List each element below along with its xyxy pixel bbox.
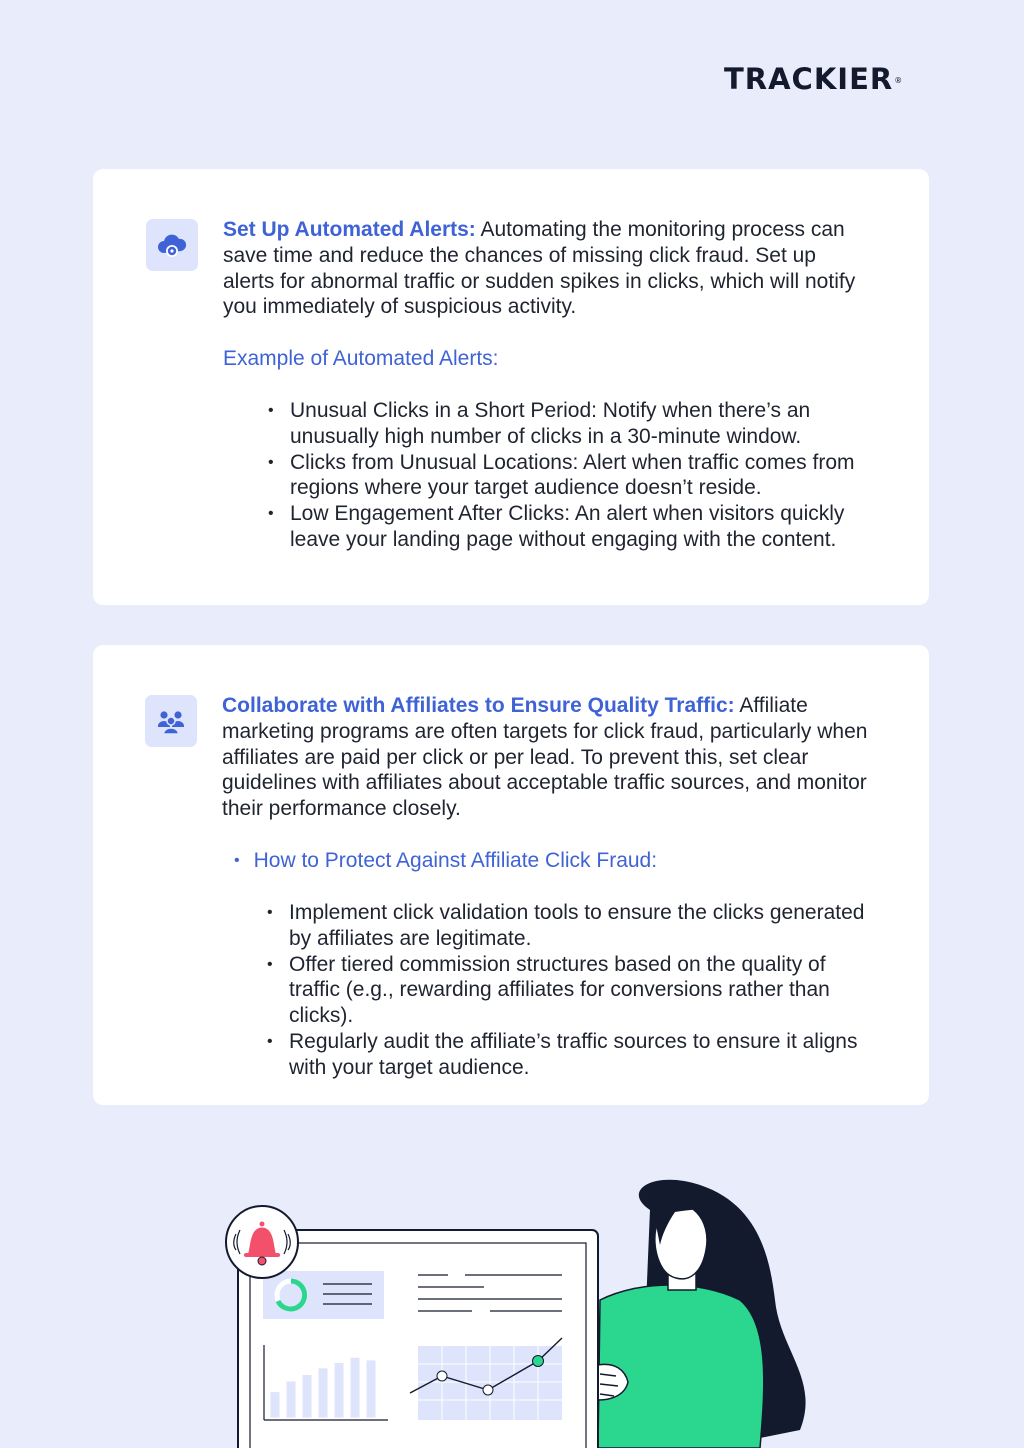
automated-alerts-subheading: Example of Automated Alerts:	[223, 347, 499, 370]
bar-mark	[334, 1363, 344, 1418]
automated-alerts-card	[93, 169, 929, 605]
bar-mark	[350, 1357, 360, 1418]
dashboard-illustration	[0, 1150, 1024, 1448]
list-item: • Offer tiered commission structures based on the quality of traffic (e.g., rewarding affiliates for conversions rather than clicks).	[267, 952, 867, 1029]
trackier-logo: TRACKIER®	[724, 62, 904, 96]
affiliate-collaboration-paragraph: Collaborate with Affiliates to Ensure Quality Traffic: Affiliate marketing programs are often targets for click fraud, particularly when affiliates are paid per click or per lead. To prevent this, set clear guidelines with affiliates about acceptable traffic sources, and monitor their performance closely.	[222, 694, 868, 821]
bar-mark	[318, 1368, 328, 1418]
bar-mark	[302, 1374, 312, 1418]
affiliate-protection-subheading: • How to Protect Against Affiliate Click Fraud:	[234, 848, 657, 876]
affiliate-protection-list	[267, 900, 867, 1081]
automated-alerts-list	[268, 398, 868, 553]
list-item: • Clicks from Unusual Locations: Alert when traffic comes from regions where your target audience doesn’t reside.	[268, 450, 868, 502]
affiliate-collaboration-card	[93, 645, 929, 1105]
list-item: • Regularly audit the affiliate’s traffic sources to ensure it aligns with your target audience.	[267, 1029, 867, 1081]
user-group-icon	[145, 695, 197, 747]
list-item: • Unusual Clicks in a Short Period: Notify when there’s an unusually high number of clicks in a 30-minute window.	[268, 398, 868, 450]
section-lead: Set Up Automated Alerts:	[223, 218, 476, 241]
body-shape	[598, 1285, 764, 1448]
bar-mark	[366, 1360, 376, 1418]
list-item: • Implement click validation tools to ensure the clicks generated by affiliates are legitimate.	[267, 900, 867, 952]
cloud-gear-icon	[146, 219, 198, 271]
bar-mark	[286, 1381, 296, 1418]
list-item: • Low Engagement After Clicks: An alert when visitors quickly leave your landing page without engaging with the content.	[268, 501, 868, 553]
bar-mark	[270, 1392, 280, 1418]
section-lead: Collaborate with Affiliates to Ensure Quality Traffic:	[222, 694, 735, 717]
automated-alerts-paragraph: Set Up Automated Alerts: Automating the monitoring process can save time and reduce the chances of missing click fraud. Set up alerts for abnormal traffic or sudden spikes in clicks, which will notify you immediately of suspicious activity.	[223, 218, 856, 319]
alert-bell-icon	[226, 1206, 298, 1278]
